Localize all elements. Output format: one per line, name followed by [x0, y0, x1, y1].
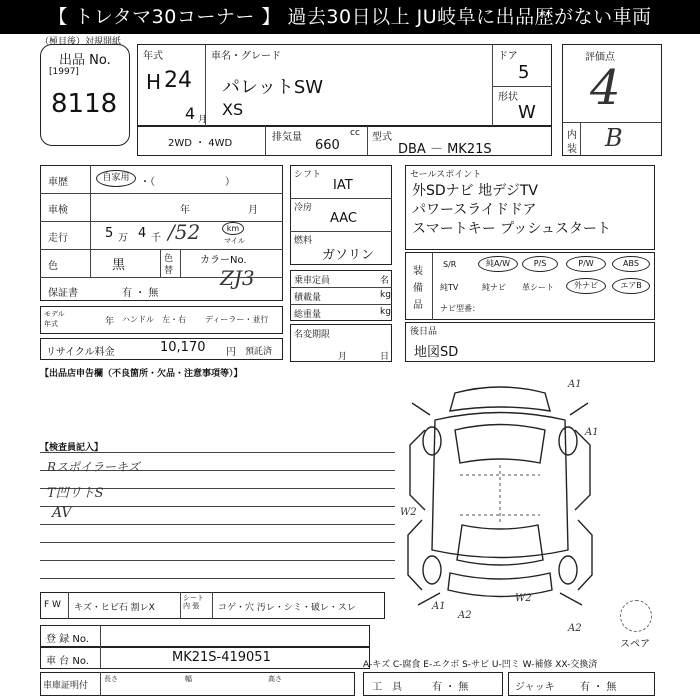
handle-side: ハンドル 左・右: [122, 315, 186, 324]
equip-navi: 純ナビ: [482, 283, 506, 292]
history-rest: ・（ ）: [140, 177, 235, 188]
damage-mark-5: W2: [515, 593, 532, 604]
gross-unit: kg: [380, 307, 391, 317]
chassis-label: 車 台 No.: [46, 656, 89, 667]
mileage-label: 走行: [48, 233, 68, 244]
year-label: 年式: [143, 51, 163, 62]
inspector-line-2: T凹リトS: [47, 486, 104, 501]
year-month-unit: 月: [198, 115, 208, 125]
spare-label: スペア: [620, 639, 650, 650]
selling-line-1: 外SDナビ 地デジTV: [412, 183, 538, 199]
inspector-line-3: AV: [52, 505, 72, 521]
year-value: 24: [164, 68, 192, 93]
damage-legend: A-キズ C-腐食 E-エクボ S-サビ U-凹ミ W-補修 XX-交換済: [363, 660, 598, 670]
model-name: パレットSW: [222, 77, 324, 98]
warranty-label: 保証書: [48, 288, 78, 299]
fuel-label: 燃料: [294, 236, 313, 246]
seat-label: シート 内 張: [183, 594, 204, 610]
drive-value: 2WD ・ 4WD: [168, 138, 233, 149]
equip-alloy-wheel: 純A/W: [478, 256, 518, 272]
mileage-km: km: [222, 222, 244, 235]
score-label: 評価点: [585, 52, 615, 63]
history-value: 自家用: [96, 170, 136, 187]
spare-tire-icon: [620, 600, 652, 632]
equip-sr: S/R: [443, 260, 457, 269]
equip-power-window: P/W: [566, 256, 606, 272]
banner: 【 トレタマ30コーナー 】 過去30日以上 JU岐阜に出品歴がない車両: [0, 0, 700, 34]
fw-items: キズ・ヒビ石 割レX: [74, 603, 155, 613]
recycle-note: 預託済: [245, 347, 273, 357]
fuel-value: ガソリン: [322, 248, 375, 263]
recycle-label: リサイクル料金: [46, 347, 115, 358]
jack-value: 有 ・ 無: [580, 682, 617, 693]
jack-label: ジャッキ: [515, 682, 555, 693]
mileage-man-unit: 万: [118, 233, 128, 244]
inspection-month: 月: [248, 205, 258, 216]
registration-row: [40, 625, 370, 647]
registration-label: 登 録 No.: [46, 634, 89, 645]
declare-label: 【出品店申告欄（不良箇所・欠品・注意事項等）】: [40, 369, 243, 379]
capacity-unit: 名: [380, 276, 390, 286]
color-change-2: 替: [164, 266, 174, 276]
inspection-label: 車検: [48, 205, 68, 216]
model-year-nen: 年: [105, 317, 115, 327]
equip-ext-navi: 外ナビ: [566, 278, 606, 294]
score-value: 4: [590, 60, 621, 116]
type-value: DBA － MK21S: [398, 142, 492, 157]
year-month: 4: [185, 104, 196, 123]
color-value: 黒: [112, 258, 126, 273]
capacity-label: 乗車定員: [294, 276, 331, 286]
inspection-year: 年: [180, 205, 190, 216]
mileage-hand: /52: [168, 220, 201, 244]
header-cut-text: （極目後）対規開紙: [40, 37, 122, 47]
equip-abs: ABS: [612, 256, 650, 272]
color-code-label: カラーNo.: [200, 255, 247, 266]
interior-label-2: 装: [567, 144, 577, 155]
equipment-label-3: 品: [413, 300, 423, 311]
year-era: H: [146, 70, 162, 94]
after-value: 地図SD: [414, 345, 459, 360]
lot-label: 出品 No.: [59, 53, 111, 68]
cert-height: 高さ: [268, 675, 282, 683]
equip-airbag: エアB: [612, 278, 650, 294]
selling-line-2: パワースライドドア: [412, 202, 537, 218]
lot-number: 8118: [51, 89, 118, 119]
equip-power-steering: P/S: [522, 256, 558, 272]
mileage-sen-unit: 千: [151, 233, 161, 244]
garage-cert-label: 車庫証明付: [43, 681, 89, 691]
lot-box: [40, 44, 130, 146]
tools-value: 有 ・ 無: [432, 682, 469, 693]
equip-tv: 純TV: [440, 283, 459, 292]
shift-label: シフト: [294, 170, 322, 180]
model-year-label-1: モデル: [44, 310, 65, 318]
engine-label: 排気量: [272, 132, 302, 143]
after-label: 後日品: [410, 327, 438, 337]
dealer-type: ディーラー・並行: [205, 315, 269, 324]
color-change-1: 色: [164, 254, 174, 264]
load-label: 積載量: [294, 293, 322, 303]
name-change-label: 名変期限: [294, 330, 331, 340]
equipment-label-1: 装: [413, 266, 423, 277]
mileage-sen: 4: [138, 226, 147, 241]
interior-label-1: 内: [567, 130, 577, 141]
navi-model-label: ナビ型番：: [440, 304, 480, 313]
mileage-mile: マイル: [224, 237, 245, 245]
inspector-line-1: Rスポイラーキズ: [47, 460, 140, 474]
damage-mark-7: A2: [568, 623, 582, 634]
history-label: 車歴: [48, 177, 68, 188]
model-grade: XS: [222, 100, 244, 119]
color-code: ZJ3: [220, 266, 255, 290]
warranty-value: 有 ・ 無: [122, 288, 159, 299]
model-label: 車名・グレード: [211, 51, 281, 62]
lot-year-tag: [1997]: [49, 67, 79, 77]
engine-unit: cc: [350, 128, 360, 138]
engine-value: 660: [315, 138, 340, 153]
interior-value: B: [605, 124, 623, 152]
recycle-unit: 円: [226, 347, 236, 358]
name-change-day: 日: [380, 352, 390, 362]
load-unit: kg: [380, 290, 391, 300]
equip-leather: 革シート: [522, 283, 554, 292]
model-year-label-2: 年式: [44, 320, 58, 328]
damage-mark-3: W2: [400, 507, 417, 518]
damage-mark-2: A1: [585, 427, 599, 438]
fw-label: F W: [44, 600, 61, 610]
seat-items: コゲ・穴 汚レ・シミ・破レ・スレ: [218, 603, 356, 613]
damage-mark-1: A1: [568, 379, 582, 390]
inspector-label: 【検査員記入】: [40, 443, 104, 453]
shape-value: W: [518, 102, 536, 123]
cert-length: 長さ: [104, 675, 118, 683]
cert-width: 幅: [185, 675, 192, 683]
ac-value: AAC: [330, 211, 357, 226]
selling-line-3: スマートキー プッシュスタート: [412, 221, 611, 237]
equipment-label-2: 備: [413, 283, 423, 294]
damage-mark-6: A2: [458, 610, 472, 621]
car-damage-diagram: [400, 375, 600, 640]
shape-label: 形状: [498, 92, 518, 103]
damage-mark-4: A1: [432, 601, 446, 612]
name-change-month: 月: [338, 352, 348, 362]
type-label: 型式: [372, 132, 392, 143]
color-label: 色: [48, 261, 58, 272]
mileage-man: 5: [105, 226, 114, 241]
chassis-value: MK21S-419051: [172, 650, 271, 665]
tools-label: 工 具: [372, 682, 402, 693]
ac-label: 冷房: [294, 203, 313, 213]
recycle-value: 10,170: [160, 340, 206, 355]
selling-label: セールスポイント: [410, 170, 482, 180]
doors-label: ドア: [498, 51, 518, 62]
gross-label: 総重量: [294, 310, 322, 320]
shift-value: IAT: [333, 178, 353, 193]
doors-value: 5: [518, 62, 530, 83]
